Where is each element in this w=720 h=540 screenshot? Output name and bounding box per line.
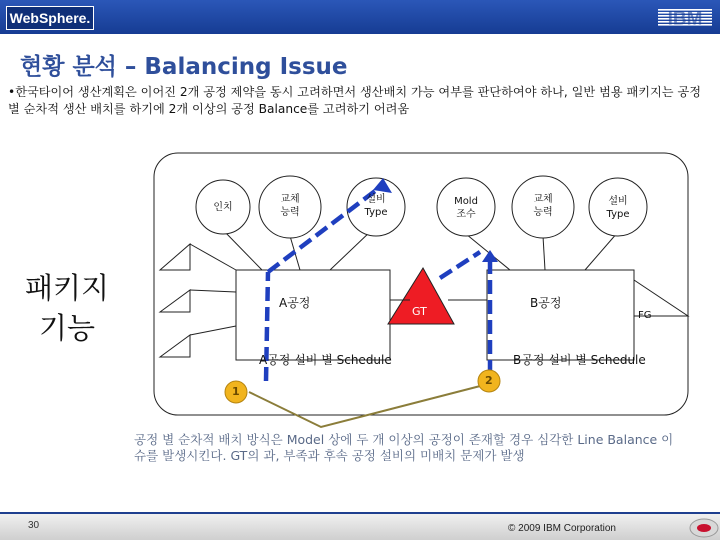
copyright-text: © 2009 IBM Corporation xyxy=(508,523,616,534)
process-b-label: B공정 xyxy=(530,296,562,310)
process-a-label: A공정 xyxy=(279,296,311,310)
schedule-b-label: B공정 설비 별 Schedule xyxy=(513,353,646,367)
page-title: 현황 분석 – Balancing Issue xyxy=(20,54,348,80)
svg-text:IBM: IBM xyxy=(667,8,703,28)
circle-position-label: 인치 xyxy=(213,202,233,213)
fg-label: FG xyxy=(638,310,652,321)
circle-a-equipment-label: 설비 Type xyxy=(364,194,388,218)
websphere-logo: WebSphere. xyxy=(6,6,94,30)
circle-b-capacity-label: 교체 능력 xyxy=(533,194,553,218)
corner-swirl-icon xyxy=(688,514,720,540)
circle-mold-label: Mold 조수 xyxy=(454,196,478,220)
schedule-a-label: A공정 설비 별 Schedule xyxy=(259,353,392,367)
circle-b-equipment-label: 설비 Type xyxy=(606,196,630,220)
process-a-box xyxy=(236,270,390,360)
marker-1-label: 1 xyxy=(232,385,240,398)
package-function-label: 패키지 기능 xyxy=(24,271,110,345)
marker-2-label: 2 xyxy=(485,374,493,387)
page-number: 30 xyxy=(28,520,40,531)
gt-label: GT xyxy=(412,305,427,318)
description-bullet: •한국타이어 생산계획은 이어진 2개 공정 제약을 동시 고려하면서 생산배치 가능 여부를 판단하여야 하나, 일반 범용 패키지는 공정 별 순차적 생산 배치를 하기에 2개 이상의 공정 Balance를 고려하기 어려움 xyxy=(8,85,702,116)
issue-caption: 공정 별 순차적 배치 방식은 Model 상에 두 개 이상의 공정이 존재할 경우 심각한 Line Balance 이슈를 발생시킨다. GT의 과, 부족과 후속 공정 설비의 미배치 문제가 발생 xyxy=(134,432,674,463)
process-b-box xyxy=(487,270,634,360)
circle-a-capacity-label: 교체 능력 xyxy=(280,194,300,218)
